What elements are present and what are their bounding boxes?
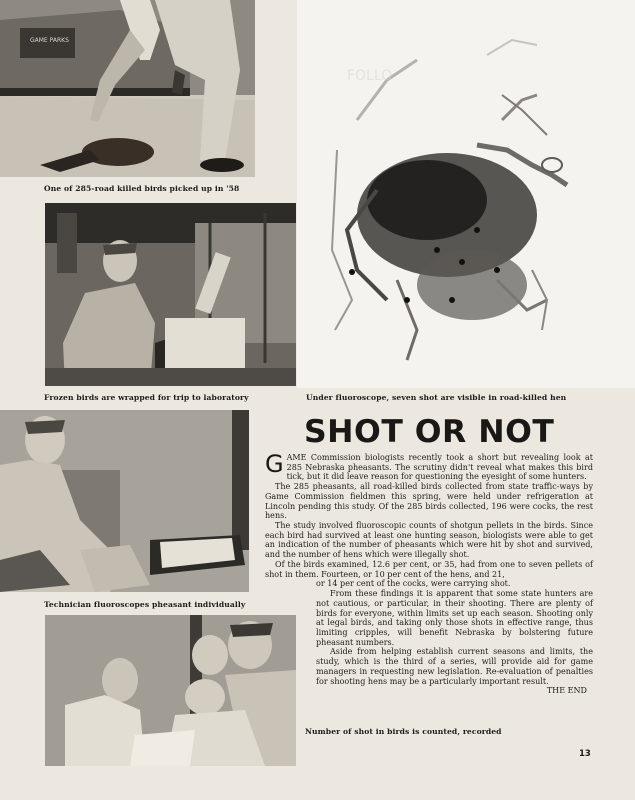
caption-fluoroscope: Under fluoroscope, seven shot are visible in road-killed hen: [306, 393, 567, 402]
drop-cap: G: [265, 450, 284, 478]
article-paragraph: Aside from helping establish current seasons and limits, the study, which is the third of a series, will provide aid for game managers in requesting new legislation. Re-evaluation of penalties for shooting hens may be a particularly important result. THE END: [316, 647, 593, 696]
photo-technician: [0, 410, 249, 592]
caption-road-birds: One of 285-road killed birds picked up in '58: [44, 184, 240, 193]
article-paragraph: Of the birds examined, 12.6 per cent, or 35, had from one to seven pellets of shot in them. Fourteen, or 10 per cent of the hens, and 21,: [265, 559, 593, 579]
page-number: 13: [579, 749, 591, 759]
photo-frozen-birds: [45, 203, 296, 386]
svg-text:GAME PARKS: GAME PARKS: [30, 37, 69, 44]
caption-frozen-birds: Frozen birds are wrapped for trip to laboratory: [44, 393, 249, 402]
caption-counting: Number of shot in birds is counted, recorded: [305, 727, 502, 736]
caption-technician: Technician fluoroscopes pheasant individually: [44, 600, 246, 609]
photo-road-killed-bird: [0, 0, 255, 177]
article-paragraph: From these findings it is apparent that some state hunters are not cautious, or particular, in their shooting. There are plenty of birds for everyone, within limits set up each season. Shooting only at legal birds, and taking only those shots in effective range, thus limiting cripples, will benefit Nebraska by bolstering future pheasant numbers.: [316, 589, 593, 647]
article-body: [265, 450, 593, 696]
photo-counting-shot: [45, 615, 296, 766]
photo-fluoroscope-xray: [297, 0, 635, 388]
article-paragraph: or 14 per cent of the cocks, were carrying shot.: [316, 579, 511, 589]
article-title: SHOT OR NOT: [304, 414, 555, 450]
article-paragraph: The study involved fluoroscopic counts of shotgun pellets in the birds. Since each bird had survived at least one hunting season, biologists were able to get an indication of the number of pheasants which were hit by shot and survived, and the number of hens which were illegally shot.: [265, 521, 593, 560]
article-paragraph: GAME Commission biologists recently took a short but revealing look at 285 Nebraska pheasants. The scrutiny didn't reveal what makes this bird tick, but it did leave reason for questioning the eyesight of some hunters.: [265, 450, 593, 482]
svg-text:FOLLO: FOLLO: [347, 68, 393, 84]
article-paragraph: The 285 pheasants, all road-killed birds collected from state traffic-ways by Game Commission fieldmen this spring, were held under refrigeration at Lincoln pending this study. Of the 285 birds collected, 196 were cocks, the rest hens.: [265, 482, 593, 521]
article-indented-block: [265, 579, 593, 696]
the-end-mark: THE END: [546, 686, 587, 696]
